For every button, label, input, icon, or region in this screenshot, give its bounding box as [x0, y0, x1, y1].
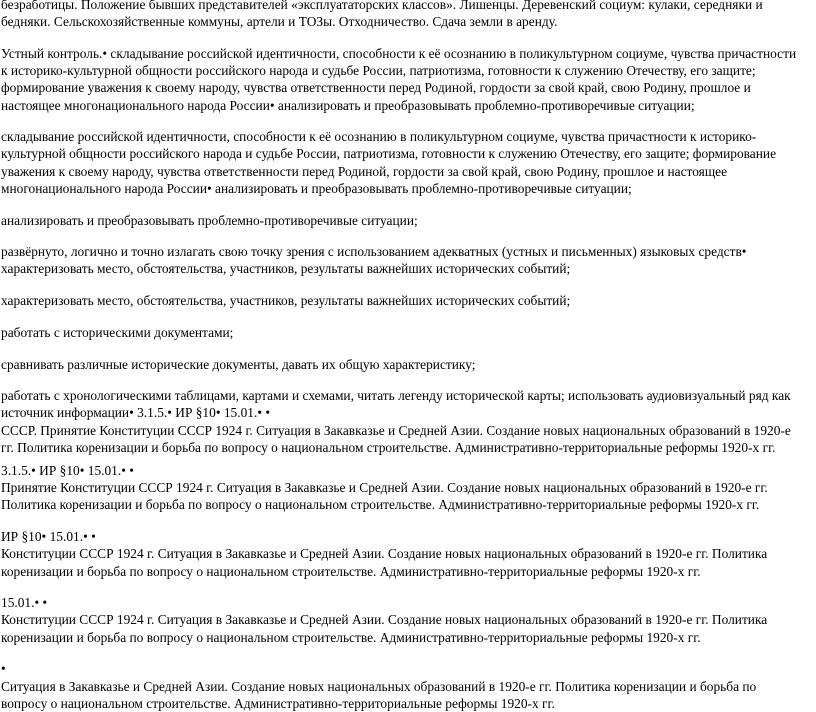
paragraph-express-view: развёрнуто, логично и точно излагать свою точку зрения с использованием адекватных (устных и письменных) языковых средств• характеризовать место, обстоятельства, участников, результаты важнейших исторических событий; — [1, 244, 747, 277]
paragraph-oral-control: Устный контроль.• складывание российской идентичности, способности к её осознанию в поликультурном социуме, чувства причастности к историко-культурной общности российского народа и судьбе России, патриотизма, готовности к служению Отечеству, его защите; формирование уважения к своему народу, чувства ответственности перед Родиной, гордости за свой край, свою Родину, прошлое и настоящее многонационального народа России• анализировать и преобразовывать проблемно-противоречивые ситуации; — [1, 45, 797, 113]
paragraph-transcaucasia: • Ситуация в Закавказье и Средней Азии. Создание новых национальных образований в 1920-е гг. Политика коренизации и борьба по вопросу о национальном строительстве. Административно-территориальные реформы 1920-х гг. — [1, 661, 757, 711]
paragraph-compare-documents: сравнивать различные исторические документы, давать их общую характеристику; — [1, 356, 476, 372]
paragraph-constitution-date: 15.01.• • Конституции СССР 1924 г. Ситуация в Закавказье и Средней Азии. Создание новых национальных образований в 1920-е гг. Политика коренизации и борьба по вопросу о национальном строительстве. Административно-территориальные реформы 1920-х гг. — [1, 595, 768, 645]
paragraph-unemployment: безработицы. Положение бывших представителей «эксплуататорских классов». Лишенцы. Деревенский социум: кулаки, середняки и бедняки. Сельскохозяйственные коммуны, артели и ТОЗы. Отходничество. Сдача земли в аренду. — [1, 0, 763, 30]
paragraph-documents: работать с историческими документами; — [1, 324, 234, 340]
paragraph-constitution-adoption: 3.1.5.• ИР §10• 15.01.• • Принятие Конституции СССР 1924 г. Ситуация в Закавказье и Средней Азии. Создание новых национальных образований в 1920-е гг. Политика коренизации и борьба по вопросу о национальном строительстве. Административно-территориальные реформы 1920-х гг. — [1, 463, 768, 513]
paragraph-analyze: анализировать и преобразовывать проблемно-противоречивые ситуации; — [1, 212, 418, 228]
paragraph-identity: складывание российской идентичности, способности к её осознанию в поликультурном социуме, чувства причастности к историко-культурной общности российского народа и судьбе России, патриотизма, готовности к служению Отечеству, его защите; формирование уважения к своему народу, чувства ответственности перед Родиной, гордости за свой край, свою Родину, прошлое и настоящее многонационального народа России• анализировать и преобразовывать проблемно-противоречивые ситуации; — [1, 129, 777, 196]
paragraph-chronology-ussr: работать с хронологическими таблицами, картами и схемами, читать легенду исторической карты; использовать аудиовизуальный ряд как источник информации• 3.1.5.• ИР §10• 15.01.• • СССР. Принятие Конституции СССР 1924 г. Ситуация в Закавказье и Средней Азии. Создание новых национальных образований в 1920-е гг. Политика коренизации и борьба по вопросу о национальном строительстве. Административно-территориальные реформы 1920-х гг. — [1, 388, 791, 455]
paragraph-constitution-ir: ИР §10• 15.01.• • Конституции СССР 1924 г. Ситуация в Закавказье и Средней Азии. Создание новых национальных образований в 1920-е гг. Политика коренизации и борьба по вопросу о национальном строительстве. Административно-территориальные реформы 1920-х гг. — [1, 529, 768, 579]
paragraph-characterize: характеризовать место, обстоятельства, участников, результаты важнейших исторических событий; — [1, 293, 571, 309]
